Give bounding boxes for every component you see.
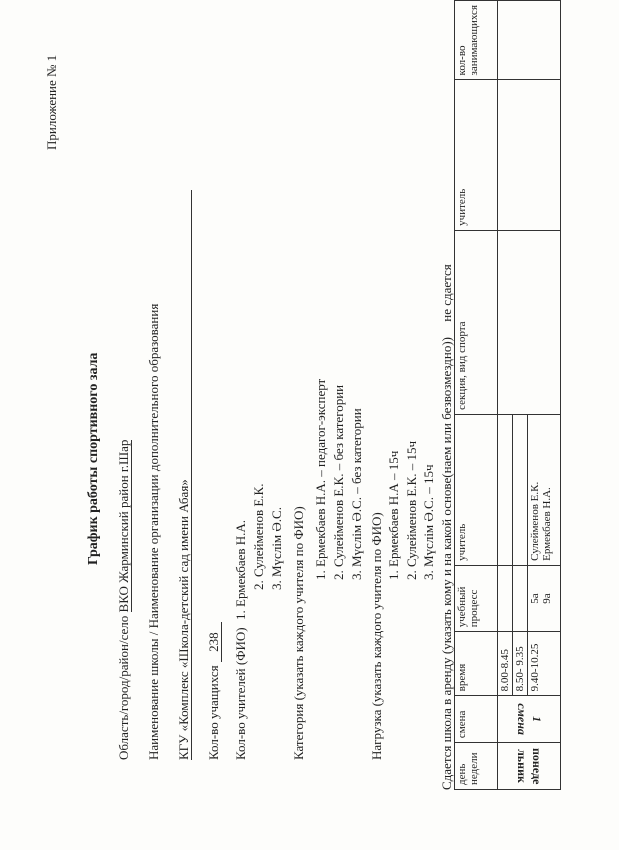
school-label: Наименование школы / Наименование организации дополнительного образования [146,303,161,760]
students-label: Кол-во учащихся [206,665,221,760]
process-value-1: 5а [529,593,541,604]
shift-cell [498,696,561,743]
header-day: день недели [455,743,498,790]
day-cell [498,743,561,790]
teachers-label: Кол-во учителей (ФИО) [233,627,248,760]
teacher-value-1: Сулейменов Е.К. [529,481,541,561]
region-line [116,440,132,760]
header-time: время [455,632,498,696]
section-cell [498,230,561,414]
shift-value: 1 смена [515,703,544,735]
region-value: ВКО Жарминский район г.Шар [116,439,131,613]
process-cell [498,565,513,631]
document-title: График работы спортивного зала [86,352,101,565]
teacher-3: 3. Мүслім Ә.С. [269,507,284,590]
load-3: 3. Мүслім Ә.С. – 15ч [421,464,436,580]
teacher-value-2: Ермекбаев Н.А. [541,487,553,561]
header-teacher: учитель [455,414,498,565]
category-3: 3. Мүслім Ә.С. – без категории [349,408,364,580]
table-row [498,1,513,790]
category-label: Категория (указать каждого учителя по ФИО) [291,506,306,760]
load-label: Нагрузка (указать каждого учителя по ФИО) [369,512,384,760]
category-1: 1. Ермекбаев Н.А. – педагог-эксперт [313,378,328,580]
process-cell [513,565,528,631]
load-1: 1. Ермекбаев Н.А – 15ч [386,450,401,580]
school-value: КГУ «Комплекс «Школа-детский сад имени Абая» [176,190,192,760]
header-teacher-2: учитель [455,80,498,230]
teacher-cell [498,414,513,565]
teacher-cell [513,414,528,565]
teacher-cell [528,414,561,565]
header-participants: кол-во занимающихся [455,1,498,80]
teacher-1: 1. Ермекбаев Н.А. [233,519,248,620]
header-process: учебный процесс [455,565,498,631]
section-teacher-cell [498,80,561,230]
process-value-2: 9а [541,593,553,604]
students-line [206,622,222,760]
load-2: 2. Сулейменов Е.К. – 15ч [404,441,419,580]
schedule-table [454,0,561,790]
header-section: секция, вид спорта [455,230,498,414]
students-value: 238 [206,622,222,662]
rent-line [439,264,454,790]
rent-value: не сдается [439,264,454,322]
day-value: понеде льник [515,748,544,785]
category-2: 2. Сулейменов Е.К. – без категории [331,384,346,580]
process-cell [528,565,561,631]
time-cell: 8.00-8.45 [498,632,513,696]
school-line [176,190,192,760]
appendix-label: Приложение № 1 [44,54,59,150]
table-header-row [455,1,498,790]
time-cell: 8.50- 9.35 [513,632,528,696]
time-cell: 9.40-10.25 [528,632,561,696]
participants-cell [498,1,561,80]
teacher-2: 2. Сулейменов Е.К. [251,483,266,590]
region-label: Область/город/район/село [116,615,131,760]
rent-label: Сдается школа в аренду (указать кому и на какой основе(наем или безвозмездно)) [439,336,454,790]
header-shift: смена [455,696,498,743]
